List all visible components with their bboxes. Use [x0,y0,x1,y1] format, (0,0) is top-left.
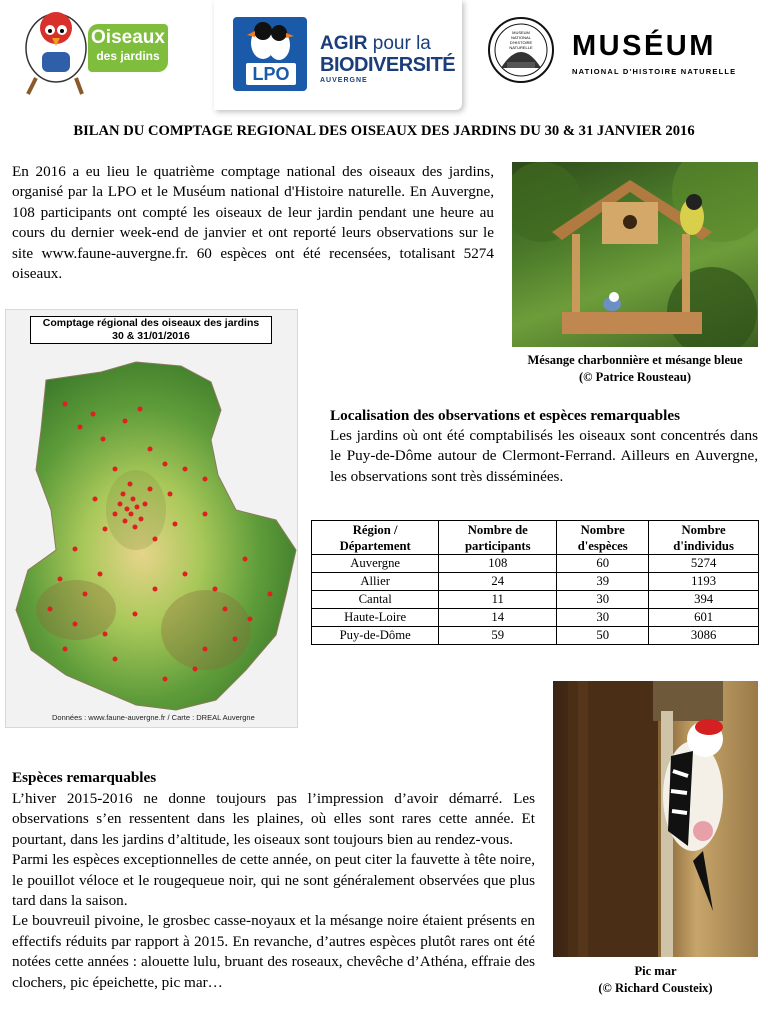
bird-feeder-image [512,162,758,347]
localisation-heading: Localisation des observations et espèces remarquables [330,407,681,424]
map-title-line1: Comptage régional des oiseaux des jardins [42,317,260,329]
oiseaux-word: Oiseaux [91,27,165,48]
cell-region: Haute-Loire [312,609,439,627]
observation-dots [48,402,273,682]
cell-individus: 5274 [649,555,759,573]
intro-paragraph: En 2016 a eu lieu le quatrième comptage national des oiseaux des jardins, organisé par la LPO et le Muséum national d'Histoire naturelle. En Auvergne, 108 participants ont compté les oiseaux de leur jardin pendant une heure au cours du dernier week-end de janvier et ont reporté leurs observations sur le site www.faune-auvergne.fr. 60 espèces ont été recensées, totalisant 5274 oiseaux. [12,163,494,283]
woodpecker-image [553,681,758,957]
especes-paragraph-2: Parmi les espèces exceptionnelles de cette année, on peut citer la fauvette à tête noire, le pouillot véloce et le rougequeue noir, qui ne sont généralement observées que plus tard dans la saison. [12,851,535,910]
cell-participants: 11 [439,591,557,609]
museum-title: MUSÉUM [572,30,716,62]
header-especes: Nombre d'espèces [557,521,649,555]
lpo-label: LPO [246,63,296,85]
biodiversite-word: BIODIVERSITÉ [320,54,456,76]
table-row [312,609,759,627]
table-row [312,573,759,591]
cell-participants: 59 [439,627,557,645]
cell-individus: 1193 [649,573,759,591]
photo1-caption [505,352,765,386]
cell-individus: 601 [649,609,759,627]
header-individus: Nombre d'individus [649,521,759,555]
localisation-paragraph: Les jardins où ont été comptabilisés les oiseaux sont concentrés dans le Puy-de-Dôme autour de Clermont-Ferrand. Ailleurs en Auvergne, les observations sont très disséminées. [330,427,758,485]
cell-individus: 394 [649,591,759,609]
photo2-caption [553,963,758,997]
cell-especes: 39 [557,573,649,591]
museum-seal-text: MUSEUM NATIONAL D'HISTOIRE NATURELLE [509,30,533,50]
cell-individus: 3086 [649,627,759,645]
observation-dots-layer [5,309,296,726]
especes-paragraph-1: L’hiver 2015-2016 ne donne toujours pas l’impression d’avoir démarré. Les observations s’en ressentent dans les plaines, où elles sont rares cette année. Et pourtant, dans les jardins d’altitude, les oiseaux sont toujours bien au rendez-vous. [12,790,535,848]
cell-especes: 30 [557,609,649,627]
table-row [312,555,759,573]
agir-biodiversite-logo [320,34,460,84]
cell-region: Puy-de-Dôme [312,627,439,645]
cell-participants: 24 [439,573,557,591]
table-row [312,627,759,645]
cell-region: Allier [312,573,439,591]
table-header-row [312,521,759,555]
puffin-icon [233,17,307,63]
especes-paragraph-3: Le bouvreuil pivoine, le grosbec casse-noyaux et la mésange noire étaient présents en effectifs réduits par rapport à 2015. En revanche, d’autres espèces plutôt rares ont été notées cette années : alouette lulu, bruant des roseaux, chevêche d’Athéna, effraie des clochers, pic épeichette, pic mar… [12,912,535,991]
museum-seal-icon [487,16,555,84]
oiseaux-des-jardins-wordmark [88,24,168,72]
photo1-caption-line1: Mésange charbonnière et mésange bleue [527,353,743,367]
map-credit: Données : www.faune-auvergne.fr / Carte : DREAL Auvergne [52,713,255,722]
cell-especes: 50 [557,627,649,645]
bird-feeder-photo [512,162,758,347]
auvergne-word: AUVERGNE [320,77,368,84]
especes-body [12,789,535,993]
cell-participants: 108 [439,555,557,573]
map-title-line2: 30 & 31/01/2016 [112,329,190,342]
woodpecker-photo [553,681,758,957]
pour-la-word: pour la [372,33,431,54]
header-region: Région / Département [312,521,439,555]
cell-especes: 60 [557,555,649,573]
agir-word: AGIR [320,33,368,54]
photo2-caption-line1: Pic mar [634,964,677,978]
statistics-table [311,520,759,645]
document-title: BILAN DU COMPTAGE REGIONAL DES OISEAUX DES JARDINS DU 30 & 31 JANVIER 2016 [73,123,695,139]
cell-region: Auvergne [312,555,439,573]
des-jardins-word: des jardins [96,49,160,63]
photo1-caption-line2: (© Patrice Rousteau) [578,370,692,384]
table-row [312,591,759,609]
especes-heading: Espèces remarquables [12,769,157,786]
photo2-caption-line2: (© Richard Cousteix) [598,981,713,995]
cell-region: Cantal [312,591,439,609]
cell-participants: 14 [439,609,557,627]
museum-subtitle: NATIONAL D'HISTOIRE NATURELLE [572,67,737,76]
cell-especes: 30 [557,591,649,609]
header-participants: Nombre de participants [439,521,557,555]
museum-seal-logo [487,16,555,84]
